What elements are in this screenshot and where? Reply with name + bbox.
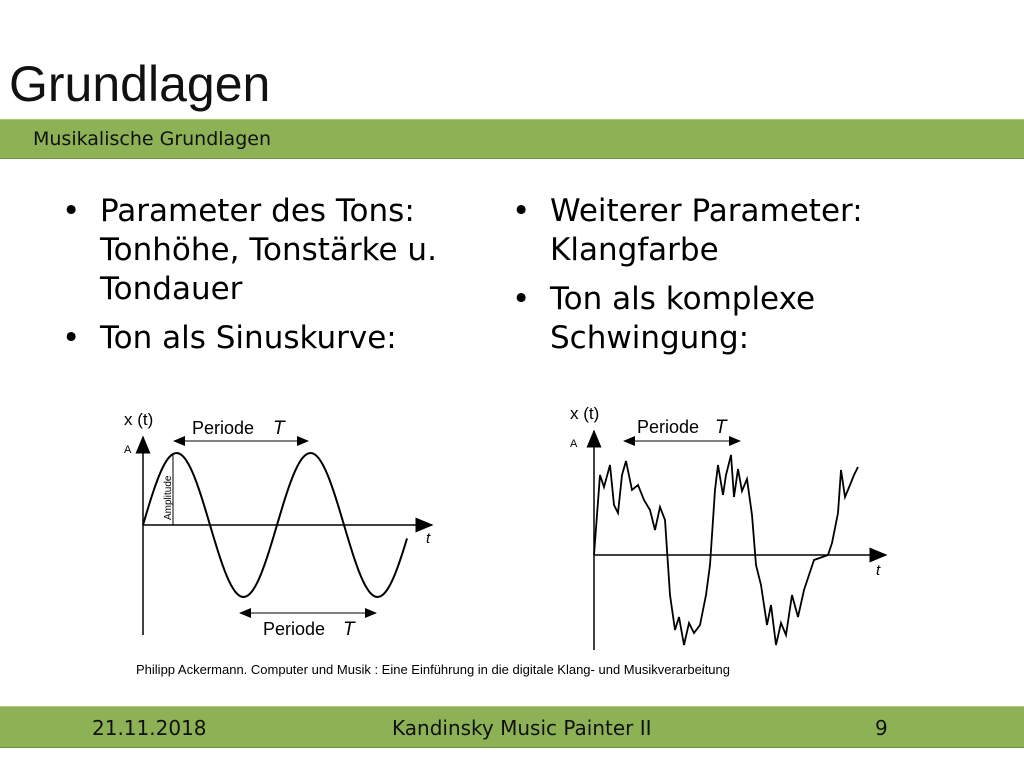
bullet-dot: • (512, 193, 531, 229)
bullet-dot: • (62, 320, 81, 356)
amplitude-label: Amplitude (163, 475, 174, 520)
bullet-text: Ton als Sinuskurve: (100, 320, 397, 356)
a-label: A (570, 438, 578, 450)
footer-date: 21.11.2018 (92, 716, 207, 740)
bullet-item (512, 280, 912, 358)
complex-wave-figure (560, 395, 900, 655)
bullet-item (62, 192, 462, 309)
bullet-item (62, 319, 462, 358)
bullet-dot: • (62, 193, 81, 229)
y-axis-label: x (t) (570, 404, 600, 423)
bullet-text: Weiterer Parameter: Klangfarbe (550, 193, 863, 268)
bullet-item (512, 192, 912, 270)
period-bottom-symbol: T (343, 619, 355, 640)
period-top-label: Periode (192, 418, 255, 438)
period-label: Periode (637, 417, 700, 437)
slide-title: Grundlagen (9, 56, 271, 112)
footer-page-number: 9 (875, 716, 888, 740)
sine-wave-figure (110, 395, 450, 645)
footer-presentation-title: Kandinsky Music Painter II (392, 716, 652, 740)
period-bottom-label: Periode (263, 619, 326, 639)
period-top-symbol: T (273, 418, 285, 439)
complex-wave-curve (594, 455, 858, 645)
right-bullet-list (512, 192, 912, 368)
t-axis-label: t (876, 562, 881, 579)
t-axis-label: t (426, 530, 431, 547)
bullet-dot: • (512, 281, 531, 317)
period-symbol: T (715, 417, 727, 438)
slide-subtitle: Musikalische Grundlagen (33, 128, 271, 150)
y-axis-label: x (t) (124, 410, 154, 429)
bullet-text: Parameter des Tons: Tonhöhe, Tonstärke u. Tondauer (100, 193, 437, 307)
bullet-text: Ton als komplexe Schwingung: (550, 281, 816, 356)
a-label: A (124, 444, 132, 456)
left-bullet-list (62, 192, 462, 368)
citation: Philipp Ackermann. Computer und Musik : Eine Einführung in die digitale Klang- und Musikverarbeitung (136, 662, 730, 677)
